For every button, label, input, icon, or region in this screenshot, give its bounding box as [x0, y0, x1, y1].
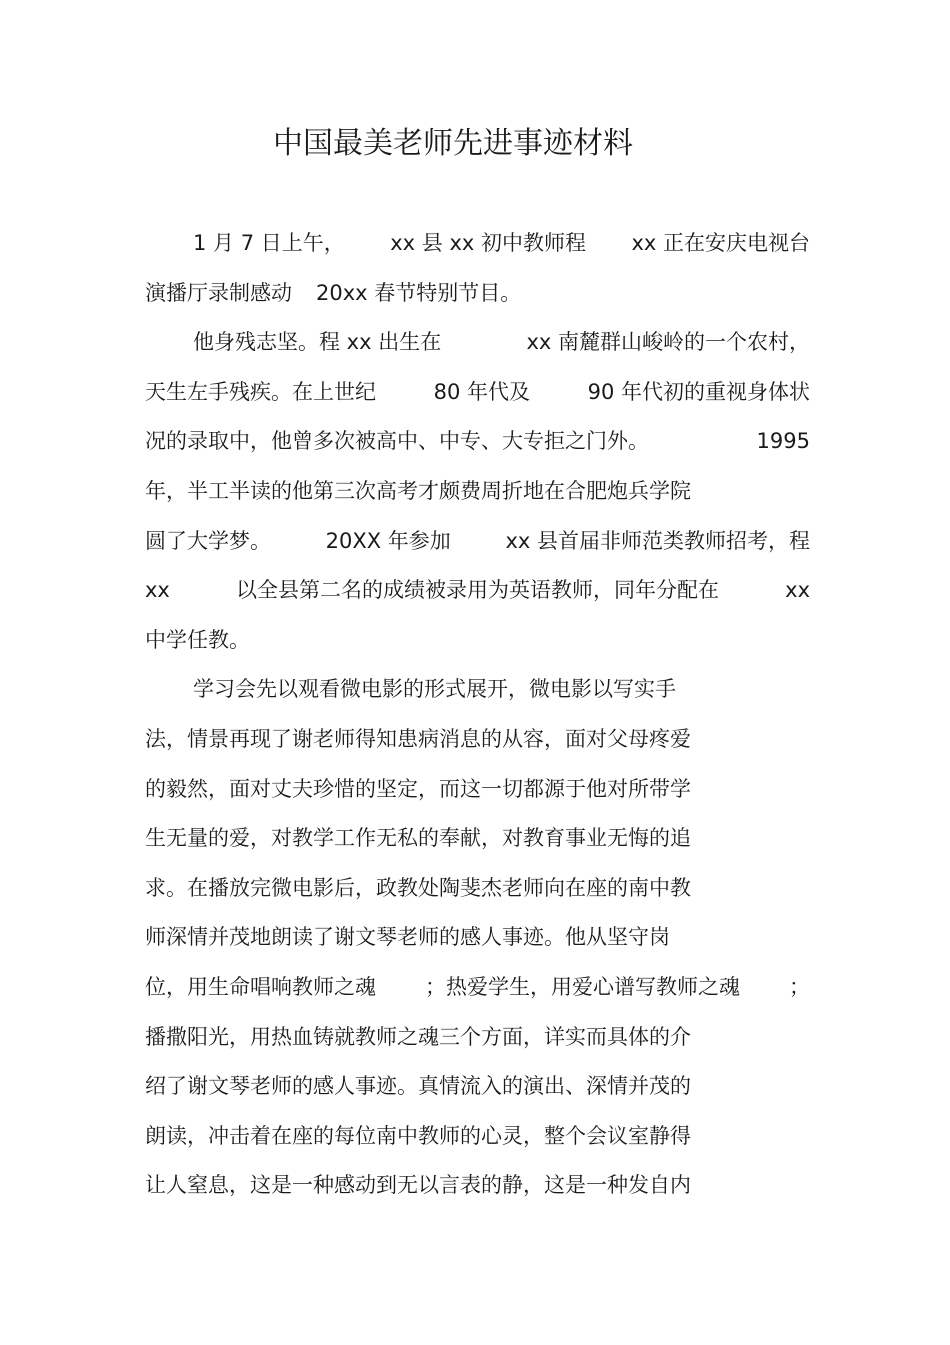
text-line: [193, 218, 810, 268]
text-segment: xx 南麓群山峻岭的一个农村，: [526, 330, 810, 355]
text-segment: 20XX 年参加: [325, 528, 451, 553]
text-line: [145, 565, 810, 615]
text-line: [145, 714, 810, 764]
text-line: [145, 962, 810, 1012]
text-segment: 生无量的爱，对教学工作无私的奉献，对教育事业无悔的追: [145, 826, 691, 851]
text-segment: ；: [789, 975, 810, 999]
text-line: [145, 416, 810, 466]
text-segment: xx: [785, 578, 810, 603]
text-segment: 20xx 春节特别节目。: [316, 280, 522, 305]
document-title: 中国最美老师先进事迹材料: [273, 126, 633, 161]
text-segment: 90 年代初的重视身体状: [587, 379, 810, 404]
text-segment: 他身残志坚。程 xx 出生在: [193, 330, 442, 355]
text-segment: xx 县 xx 初中教师程: [390, 231, 586, 255]
text-segment: 圆了大学梦。: [145, 528, 271, 553]
text-segment: 80 年代及: [433, 379, 530, 404]
text-line: [145, 268, 810, 318]
text-line: [145, 615, 810, 665]
text-segment: 以全县第二名的成绩被录用为英语教师，同年分配在: [236, 578, 719, 603]
text-segment: 天生左手残疾。在上世纪: [145, 379, 376, 404]
text-line: [145, 1111, 810, 1161]
text-line: [145, 863, 810, 913]
text-segment: 播撒阳光，用热血铸就教师之魂三个方面，详实而具体的介: [145, 1024, 691, 1049]
text-line: [193, 317, 810, 367]
text-segment: 1995: [756, 429, 810, 454]
text-segment: xx 县首届非师范类教师招考，程: [505, 528, 810, 553]
text-segment: 法，情景再现了谢老师得知患病消息的从容，面对父母疼爱: [145, 727, 691, 751]
text-segment: 求。在播放完微电影后，政教处陶斐杰老师向在座的南中教: [145, 875, 691, 900]
text-segment: 学习会先以观看微电影的形式展开，微电影以写实手: [193, 677, 676, 702]
text-segment: 况的录取中，他曾多次被高中、中专、大专拒之门外。: [145, 429, 649, 454]
text-segment: 师深情并茂地朗读了谢文琴老师的感人事迹。他从坚守岗: [145, 925, 670, 950]
text-segment: xx: [145, 578, 170, 603]
text-segment: 演播厅录制感动: [145, 280, 292, 305]
text-line: [193, 664, 810, 714]
text-line: [145, 1012, 810, 1062]
text-line: [145, 1061, 810, 1111]
text-segment: 让人窒息，这是一种感动到无以言表的静，这是一种发自内: [145, 1173, 691, 1198]
text-line: [145, 912, 810, 962]
text-line: [145, 367, 810, 417]
text-segment: 位，用生命唱响教师之魂: [145, 975, 376, 999]
text-line: [145, 516, 810, 566]
text-line: [145, 764, 810, 814]
text-line: [145, 813, 810, 863]
text-segment: 朗读，冲击着在座的每位南中教师的心灵，整个会议室静得: [145, 1123, 691, 1148]
text-line: [145, 466, 810, 516]
text-segment: xx 正在安庆电视台: [631, 231, 810, 255]
text-segment: 1 月 7 日上午，: [193, 231, 345, 255]
text-segment: ；热爱学生，用爱心谱写教师之魂: [425, 975, 740, 999]
text-segment: 年，半工半读的他第三次高考才颇费周折地在合肥炮兵学院: [145, 479, 691, 503]
text-segment: 中学任教。: [145, 627, 250, 652]
text-line: [145, 1160, 810, 1210]
text-segment: 绍了谢文琴老师的感人事迹。真情流入的演出、深情并茂的: [145, 1074, 691, 1099]
text-segment: 的毅然，面对丈夫珍惜的坚定，而这一切都源于他对所带学: [145, 776, 691, 801]
